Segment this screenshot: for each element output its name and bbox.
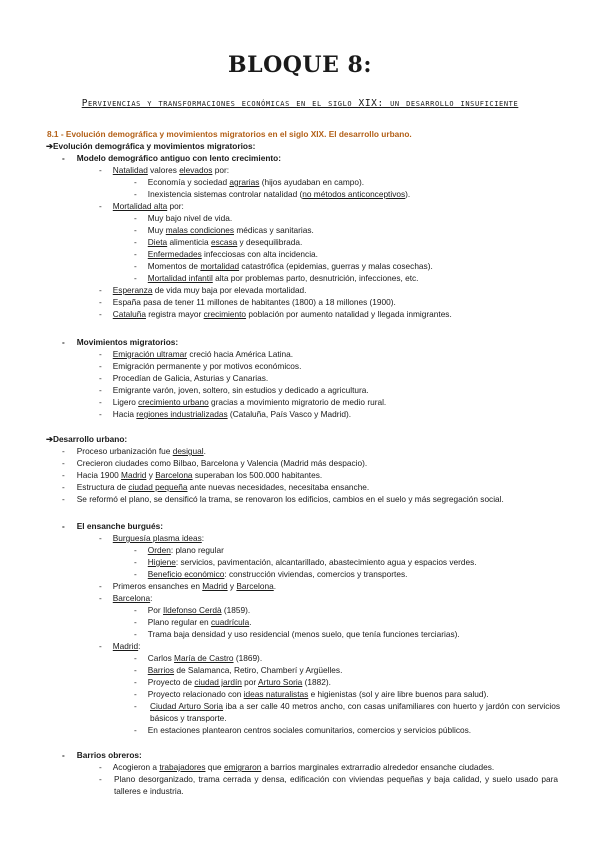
sub-bullet: - Momentos de mortalidad catastrófica (epidemias, guerras y malas cosechas).: [134, 261, 433, 271]
bullet: - Proceso urbanización fue desigual.: [62, 446, 206, 456]
section-heading: 8.1 - Evolución demográfica y movimientos migratorios en el siglo XIX. El desarrollo urbano.: [47, 129, 412, 139]
bullet-mortalidad: - Mortalidad alta por:: [99, 201, 184, 211]
arrow-icon: ➔: [46, 141, 53, 151]
sub-bullet: - Barrios de Salamanca, Retiro, Chamberí y Argüelles.: [134, 665, 343, 675]
sub-bullet: - Orden: plano regular: [134, 545, 224, 555]
bullet: - Crecieron ciudades como Bilbao, Barcelona y Valencia (Madrid más despacio).: [62, 458, 368, 468]
sub-bullet: - Enfermedades infecciosas con alta incidencia.: [134, 249, 318, 259]
sub-bullet: - Madrid:: [99, 641, 141, 651]
bullet-natalidad: - Natalidad valores elevados por:: [99, 165, 230, 175]
sub-bullet: - Muy bajo nivel de vida.: [134, 213, 233, 223]
bullet-ensanche: - El ensanche burgués:: [62, 521, 163, 531]
sub-bullet: - Por Ildefonso Cerdà (1859).: [134, 605, 251, 615]
bullet-cataluna: - Cataluña registra mayor crecimiento población por aumento natalidad y llegada inmigrantes.: [99, 309, 452, 319]
sub-bullet: - Ligero crecimiento urbano gracias a movimiento migratorio de medio rural.: [99, 397, 387, 407]
arrow-icon: ➔: [46, 434, 53, 444]
dash-marker: -: [99, 774, 102, 784]
sub-bullet: - Burguesía plasma ideas:: [99, 533, 205, 543]
bullet-esperanza: - Esperanza de vida muy baja por elevada mortalidad.: [99, 285, 307, 295]
bullet-modelo: - Modelo demográfico antiguo con lento crecimiento:: [62, 153, 281, 163]
sub-bullet: - Proyecto relacionado con ideas naturalistas e higienistas (sol y aire libre buenos para salud).: [134, 689, 489, 699]
sub-bullet: - Higiene: servicios, pavimentación, alcantarillado, abastecimiento agua y espacios verdes.: [134, 557, 477, 567]
sub-bullet: - Mortalidad infantil alta por problemas parto, desnutrición, infecciones, etc.: [134, 273, 419, 283]
sub-bullet: - Primeros ensanches en Madrid y Barcelona.: [99, 581, 277, 591]
page-title: BLOQUE 8:: [228, 52, 372, 78]
sub-bullet: - En estaciones plantearon centros sociales comunitarios, comercios y servicios públicos.: [134, 725, 472, 735]
sub-bullet: - Procedían de Galicia, Asturias y Canarias.: [99, 373, 269, 383]
heading-demografia: ➔Evolución demográfica y movimientos migratorios:: [46, 141, 256, 151]
sub-bullet: - Plano regular en cuadrícula.: [134, 617, 252, 627]
sub-bullet: - Beneficio económico: construcción viviendas, comercios y transportes.: [134, 569, 408, 579]
sub-bullet: - Dieta alimenticia escasa y desequilibrada.: [134, 237, 303, 247]
bullet-barrios-obreros: - Barrios obreros:: [62, 750, 142, 760]
bullet: - Se reformó el plano, se densificó la trama, se renovaron los edificios, cambios en el suelo y más segregación social.: [62, 494, 504, 504]
sub-bullet: - Hacia regiones industrializadas (Cataluña, País Vasco y Madrid).: [99, 409, 352, 419]
sub-bullet: - Barcelona:: [99, 593, 153, 603]
sub-bullet-wrapped: Plano desorganizado, trama cerrada y densa, edificación con viviendas pequeñas y baja calidad, y suelo usado para talleres e industria.: [114, 774, 558, 796]
sub-bullet: - Muy malas condiciones médicas y sanitarias.: [134, 225, 314, 235]
sub-bullet: - Acogieron a trabajadores que emigraron a barrios marginales extrarradio alrededor ensanche ciudades.: [99, 762, 495, 772]
sub-bullet: - Emigrante varón, joven, soltero, sin estudios y dedicado a agricultura.: [99, 385, 369, 395]
sub-bullet: - Inexistencia sistemas controlar natalidad (no métodos anticonceptivos).: [134, 189, 411, 199]
bullet-poblacion: - España pasa de tener 11 millones de habitantes (1800) a 18 millones (1900).: [99, 297, 396, 307]
sub-bullet: - Emigración ultramar creció hacia América Latina.: [99, 349, 294, 359]
heading-desarrollo-urbano: ➔Desarrollo urbano:: [46, 434, 128, 444]
dash-marker: -: [134, 701, 137, 711]
bullet: - Hacia 1900 Madrid y Barcelona superaban los 500.000 habitantes.: [62, 470, 323, 480]
sub-bullet-wrapped: Ciudad Arturo Soria iba a ser calle 40 metros ancho, con casas unifamiliares con huerto y jardón con servicios básicos y transporte.: [150, 701, 560, 723]
page-subtitle: Pervivencias y transformaciones económicas en el siglo XIX: un desarrollo insuficiente: [81, 98, 519, 109]
sub-bullet: - Proyecto de ciudad jardín por Arturo Soria (1882).: [134, 677, 331, 687]
sub-bullet: - Carlos María de Castro (1869).: [134, 653, 263, 663]
sub-bullet: - Economía y sociedad agrarias (hijos ayudaban en campo).: [134, 177, 365, 187]
bullet: - Estructura de ciudad pequeña ante nuevas necesidades, necesitaba ensanche.: [62, 482, 370, 492]
sub-bullet: - Emigración permanente y por motivos económicos.: [99, 361, 302, 371]
bullet-movimientos: - Movimientos migratorios:: [62, 337, 179, 347]
sub-bullet: - Trama baja densidad y uso residencial (menos suelo, que tenía funciones terciarias).: [134, 629, 460, 639]
